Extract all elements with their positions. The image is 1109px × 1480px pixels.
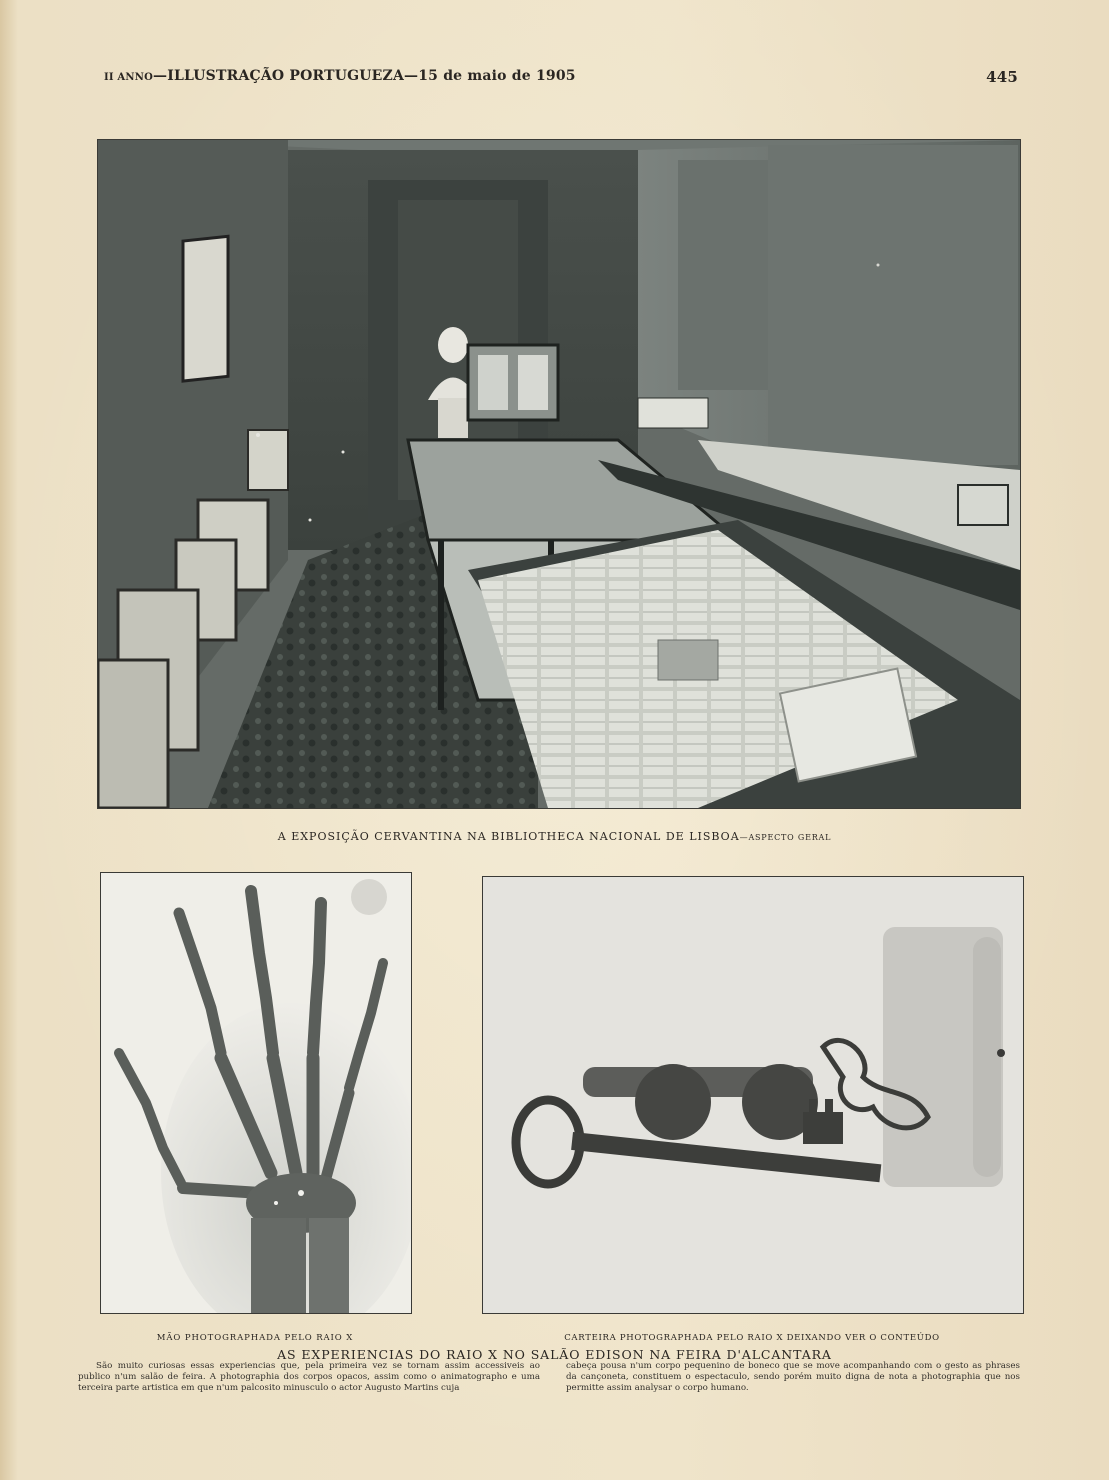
article-text-2: cabeça pousa n'um corpo pequenino de boneco que se move acompanhando com o gesto as phrases da cançoneta, constituem o espectaculo, sendo porém muito digna de nota a photographia que nos permitte assim analysar o corpo humano.: [566, 1361, 1020, 1393]
exhibition-caption: [0, 830, 1109, 843]
exhibition-photo-image: [98, 140, 1020, 808]
exhibition-caption-main: A EXPOSIÇÃO CERVANTINA NA BIBLIOTHECA NACIONAL DE LISBOA: [277, 830, 740, 843]
issue-prefix: II ANNO: [104, 72, 153, 83]
exhibition-photo: [97, 139, 1021, 809]
xray-hand-image: [101, 873, 411, 1313]
article-column-2: [566, 1361, 1020, 1394]
masthead-title: —ILLUSTRAÇÃO PORTUGUEZA—15 de maio de 1905: [153, 68, 576, 84]
wallet-caption: CARTEIRA PHOTOGRAPHADA PELO RAIO X DEIXANDO VER O CONTEÚDO: [564, 1333, 940, 1343]
article-column-1: [78, 1361, 540, 1394]
masthead-line: [104, 68, 576, 84]
hand-caption: MÃO PHOTOGRAPHADA PELO RAIO X: [156, 1333, 354, 1343]
xray-wallet-photo: [482, 876, 1024, 1314]
exhibition-caption-sub: —ASPECTO GERAL: [739, 833, 832, 842]
article-headline: AS EXPERIENCIAS DO RAIO X NO SALÃO EDISON NA FEIRA D'ALCANTARA: [277, 1347, 832, 1362]
page-header: [104, 68, 1018, 88]
xray-hand-photo: [100, 872, 412, 1314]
page-number: 445: [986, 68, 1018, 86]
article-text-1: São muito curiosas essas experiencias que, pela primeira vez se tornam assim accessiveis ao publico n'um salão de feira. A photographia dos corpos opacos, assim como o animatographo e uma terceira parte artistica em que n'um palcosito minusculo o actor Augusto Martins cuja: [78, 1361, 540, 1393]
xray-wallet-image: [483, 877, 1023, 1313]
